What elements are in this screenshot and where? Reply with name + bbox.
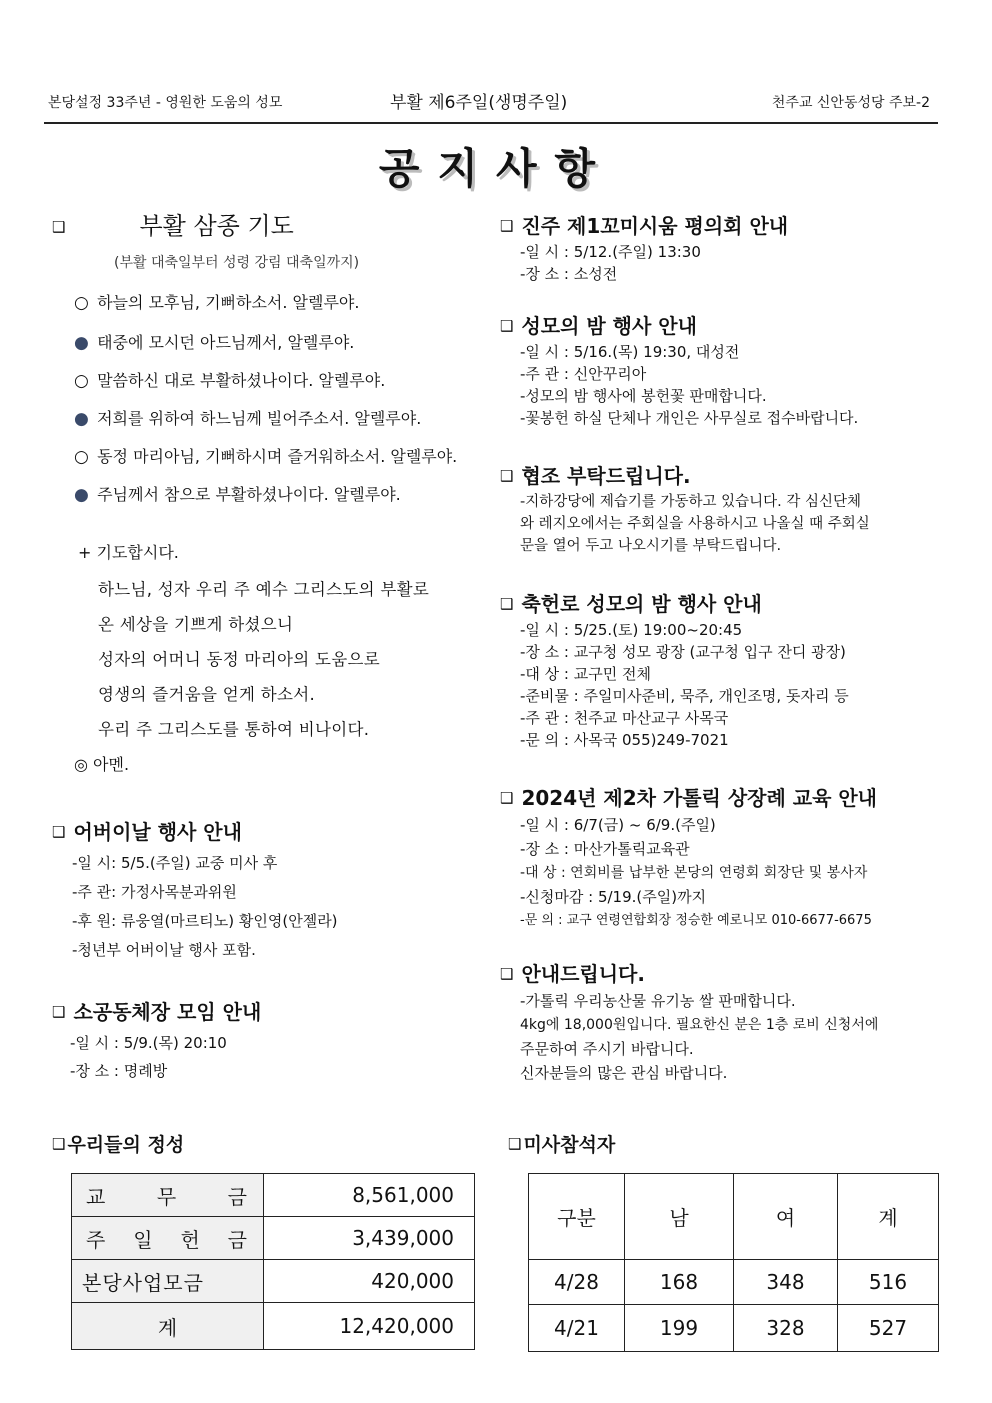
verse-text: 말씀하신 대로 부활하셨나이다. 알렐루야. (97, 371, 386, 390)
section-heading-text: 2024년 제2차 가톨릭 상장례 교육 안내 (521, 786, 878, 810)
checkbox-icon: ❑ (500, 317, 514, 335)
checkbox-icon: ❑ (52, 1003, 66, 1021)
offering-amount: 420,000 (264, 1260, 475, 1303)
info-line: -후 원: 류웅열(마르티노) 황인영(안젤라) (72, 912, 338, 930)
checkbox-icon: ❑ (500, 965, 514, 983)
info-line: -주 관 : 천주교 마산교구 사목국 (520, 709, 729, 727)
offering-amount: 8,561,000 (264, 1174, 475, 1217)
prayer-verse (74, 290, 359, 313)
info-line: 와 레지오에서는 주회실을 사용하시고 나올실 때 주회실 (520, 516, 870, 532)
column-header: 구분 (529, 1174, 625, 1260)
festival-section (500, 588, 940, 751)
prayer-line: 영생의 즐거움을 얻게 하소서. (98, 685, 316, 704)
info-line: -장 소 : 마산가톨릭교육관 (520, 840, 690, 858)
small-community-section (52, 996, 482, 1085)
mary-night-section (500, 310, 940, 429)
prayer-line: 우리 주 그리스도를 통하여 비나이다. (98, 720, 370, 739)
verse-text: 동정 마리아님, 기뻐하시며 즐거워하소서. 알렐루야. (97, 447, 458, 466)
table-cell: 348 (734, 1260, 838, 1305)
offerings-heading (52, 1130, 184, 1157)
info-line: -문 의 : 교구 연령연합회장 정승한 예로니모 010-6677-6675 (520, 913, 872, 928)
verse-text: 주님께서 참으로 부활하셨나이다. 알렐루야. (97, 485, 401, 504)
header-parish: 천주교 신안동성당 주보-2 (771, 95, 930, 111)
verse-text: 하늘의 모후님, 기뻐하소서. 알렐루야. (97, 293, 360, 312)
table-row (529, 1260, 939, 1305)
column-header: 계 (838, 1174, 939, 1260)
section-heading (500, 310, 940, 339)
attendance-heading (508, 1130, 615, 1157)
section-heading-text: 협조 부탁드립니다. (521, 464, 691, 488)
verse-mark: ○ (74, 293, 89, 313)
checkbox-icon: ❑ (500, 595, 514, 613)
section-heading-text: 성모의 밤 행사 안내 (521, 314, 697, 338)
offering-label: 본당사업모금 (72, 1260, 264, 1303)
info-line: -장 소 : 교구청 성모 광장 (교구청 입구 잔디 광장) (520, 643, 846, 661)
checkbox-icon: ❑ (52, 218, 66, 236)
page-title: 공지사항 (378, 144, 614, 193)
checkbox-icon: ❑ (500, 789, 514, 807)
checkbox-icon: ❑ (508, 1135, 522, 1153)
section-heading-text: 소공동체장 모임 안내 (73, 1000, 262, 1024)
header-sunday: 부활 제6주일(생명주일) (390, 93, 568, 113)
verse-text: 저희를 위하여 하느님께 빌어주소서. 알렐루야. (97, 409, 422, 428)
prayer-subtitle: (부활 대축일부터 성령 강림 대축일까지) (114, 255, 360, 271)
checkbox-icon: ❑ (52, 1135, 66, 1153)
table-row (72, 1260, 475, 1303)
info-line: -신청마감 : 5/19.(주일)까지 (520, 888, 707, 906)
info-line: -주 관: 가정사목분과위원 (72, 883, 237, 901)
info-line: -꽃봉헌 하실 단체나 개인은 사무실로 접수바랍니다. (520, 409, 859, 427)
amen: ◎ 아멘. (74, 755, 130, 774)
info-line: -대 상 : 연회비를 납부한 본당의 연령회 회장단 및 봉사자 (520, 865, 868, 881)
verse-mark: ● (74, 409, 89, 429)
info-line: -지하강당에 제습기를 가동하고 있습니다. 각 심신단체 (520, 494, 862, 510)
verse-mark: ● (74, 333, 89, 353)
info-line: -장 소 : 소성전 (520, 265, 618, 283)
column-header: 남 (625, 1174, 734, 1260)
prayer-line: 온 세상을 기쁘게 하셨으니 (98, 615, 294, 634)
section-heading (500, 460, 940, 489)
offering-amount: 3,439,000 (264, 1217, 475, 1260)
table-row (529, 1305, 939, 1352)
section-heading (500, 782, 940, 811)
table-cell: 168 (625, 1260, 734, 1305)
prayer-line: 하느님, 성자 우리 주 예수 그리스도의 부활로 (98, 580, 430, 599)
table-cell: 4/21 (529, 1305, 625, 1352)
section-heading-text: 진주 제1꼬미시움 평의회 안내 (521, 214, 789, 238)
offering-amount: 12,420,000 (264, 1303, 475, 1350)
info-line: -준비물 : 주일미사준비, 묵주, 개인조명, 돗자리 등 (520, 687, 849, 705)
info-line: -일 시: 5/5.(주일) 교중 미사 후 (72, 854, 278, 872)
info-line: 주문하여 주시기 바랍니다. (520, 1040, 694, 1058)
verse-mark: ○ (74, 447, 89, 467)
notice-section (500, 958, 940, 1085)
checkbox-icon: ❑ (500, 217, 514, 235)
info-line: -일 시 : 5/25.(토) 19:00~20:45 (520, 621, 743, 639)
header-anniversary: 본당설정 33주년 - 영원한 도움의 성모 (48, 95, 283, 111)
info-line: -장 소 : 명례방 (70, 1062, 168, 1080)
table-row (72, 1217, 475, 1260)
prayer-verse (74, 406, 421, 429)
info-line: 신자분들의 많은 관심 바랍니다. (520, 1064, 728, 1082)
cooperation-section (500, 460, 940, 557)
checkbox-icon: ❑ (52, 823, 66, 841)
section-heading (500, 210, 940, 239)
bulletin-header (44, 88, 938, 124)
section-heading-text: 안내드립니다. (521, 962, 645, 986)
section-heading (500, 958, 940, 987)
table-row (72, 1174, 475, 1217)
info-line: -일 시 : 6/7(금) ~ 6/9.(주일) (520, 816, 716, 834)
section-heading (500, 588, 940, 617)
info-line: -문 의 : 사목국 055)249-7021 (520, 731, 729, 749)
section-heading-text: 축헌로 성모의 밤 행사 안내 (521, 592, 762, 616)
attendance-table (528, 1173, 939, 1352)
verse-mark: ● (74, 485, 89, 505)
table-row (529, 1174, 939, 1260)
section-heading-text: 미사참석자 (523, 1134, 616, 1156)
offerings-table (71, 1173, 475, 1350)
prayer-heading-text: 부활 삼종 기도 (139, 212, 294, 240)
table-cell: 328 (734, 1305, 838, 1352)
info-line: -일 시 : 5/16.(목) 19:30, 대성전 (520, 343, 740, 361)
funeral-education-section (500, 782, 940, 933)
prayer-verse (74, 368, 385, 391)
jinju-council-section (500, 210, 940, 285)
prayer-line: 성자의 어머니 동정 마리아의 도움으로 (98, 650, 381, 669)
table-cell: 199 (625, 1305, 734, 1352)
section-heading-text: 어버이날 행사 안내 (73, 820, 242, 844)
table-row (72, 1303, 475, 1350)
prayer-heading (52, 206, 294, 241)
offering-label: 교 무 금 (72, 1174, 264, 1217)
info-line: 문을 열어 두고 나오시기를 부탁드립니다. (520, 538, 782, 554)
section-heading (52, 816, 482, 845)
verse-text: 태중에 모시던 아드님께서, 알렐루야. (97, 333, 355, 352)
info-line: -대 상 : 교구민 전체 (520, 665, 651, 683)
info-line: -주 관 : 신안꾸리아 (520, 365, 647, 383)
parents-day-section (52, 816, 482, 965)
info-line: -일 시 : 5/9.(목) 20:10 (70, 1034, 227, 1052)
offering-label: 계 (72, 1303, 264, 1350)
prayer-section (52, 206, 482, 776)
offering-label: 주 일 헌 금 (72, 1217, 264, 1260)
info-line: 4kg에 18,000원입니다. 필요한신 분은 1층 로비 신청서에 (520, 1017, 879, 1033)
table-cell: 516 (838, 1260, 939, 1305)
section-heading (52, 996, 482, 1025)
section-heading-text: 우리들의 정성 (67, 1134, 185, 1156)
prayer-verse (74, 330, 354, 353)
info-line: -성모의 밤 행사에 봉헌꽃 판매합니다. (520, 387, 767, 405)
prayer-verse (74, 444, 457, 467)
info-line: -청년부 어버이날 행사 포함. (72, 941, 256, 959)
checkbox-icon: ❑ (500, 467, 514, 485)
column-header: 여 (734, 1174, 838, 1260)
table-cell: 4/28 (529, 1260, 625, 1305)
verse-mark: ○ (74, 371, 89, 391)
info-line: -가톨릭 우리농산물 유기농 쌀 판매합니다. (520, 992, 796, 1010)
pray-intro: + 기도합시다. (78, 543, 179, 562)
table-cell: 527 (838, 1305, 939, 1352)
info-line: -일 시 : 5/12.(주일) 13:30 (520, 243, 701, 261)
prayer-verse (74, 482, 401, 505)
